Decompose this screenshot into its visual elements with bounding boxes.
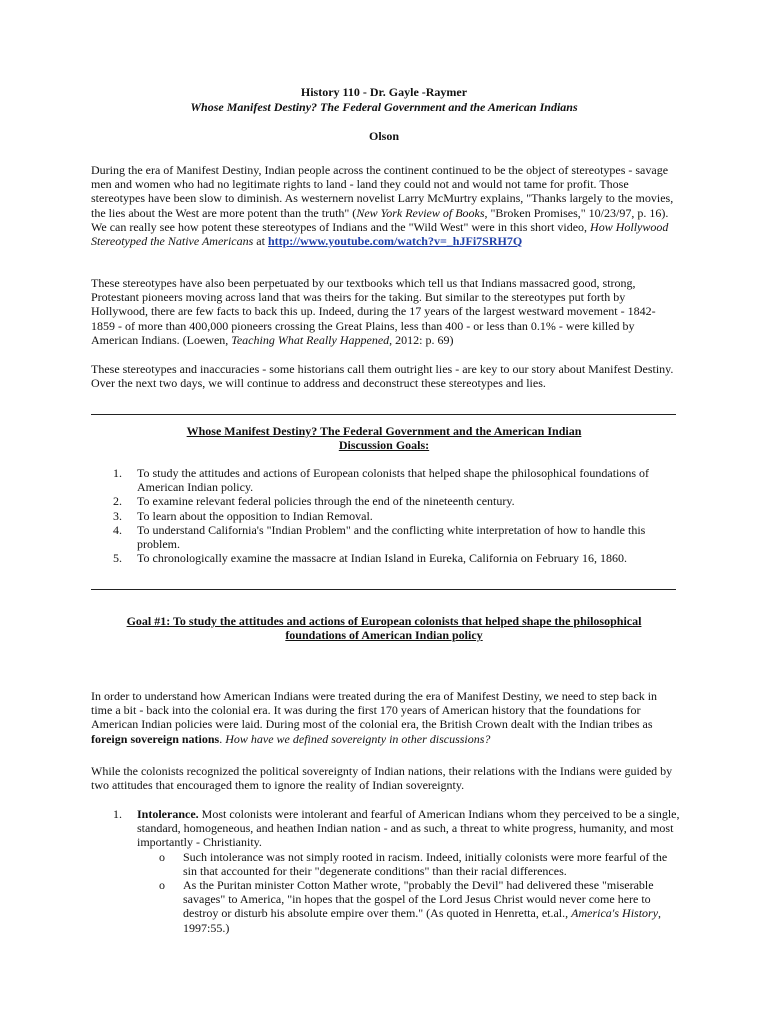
goal1-heading-cont: foundations of American Indian policy <box>285 628 483 642</box>
goal-text: To understand California's "Indian Problem" and the conflicting white interpretation of how to handle this problem. <box>137 522 646 552</box>
separator: . <box>219 731 226 746</box>
intro-text: During the era of Manifest Destiny, Indian people across the continent continued to be the object of stereotypes - savage men and women who had no legitimate rights to land - land they could not and would not tame for profit. Those stereotypes have been slow to diminish. As westernern novelist Larry McMurtry explains, "Thanks largely to the movies, the lies about the West are more potent than the truth" ( <box>91 163 674 220</box>
intro-text-cont: , "Broken Promises," 10/23/97, p. 16). We can really see how potent these stereotypes of Indians and the "Wild West" were in this short video, <box>91 205 669 234</box>
divider <box>91 589 676 590</box>
goal-text: To study the attitudes and actions of European colonists that helped shape the philosophical foundations of American Indian policy. <box>137 466 650 495</box>
attitude-list <box>91 807 681 935</box>
intro-at: at <box>253 234 268 249</box>
goals-list <box>91 466 681 565</box>
goal-number: 3. <box>113 508 122 523</box>
goal-item <box>91 509 681 523</box>
book-title: Teaching What Really Happened <box>231 332 390 347</box>
goal-number: 1. <box>113 466 122 480</box>
intro-paragraph-1 <box>91 163 679 248</box>
discussion-question: How have we defined sovereignty in other discussions? <box>225 731 491 746</box>
goal-number: 2. <box>113 494 122 509</box>
attitude-number: 1. <box>113 807 122 821</box>
attitude-label: Intolerance. <box>137 807 199 821</box>
sub-bullet-text: As the Puritan minister Cotton Mather wrote, "probably the Devil" had delivered these "miserable savages" to America, "in hopes that the gospel of the Lord Jesus Christ would never come here to destroy or disturb his absolute empire over them." (As quoted in Henretta, et.al., <box>183 878 654 921</box>
goal1-heading: Goal #1: To study the attitudes and actions of European colonists that helped shape the philosophical <box>126 614 642 628</box>
emphasis-text: foreign sovereign nations <box>91 731 220 746</box>
sub-bullet-item <box>91 878 681 935</box>
goal-number: 5. <box>113 551 122 566</box>
goal-item <box>91 494 681 508</box>
intro2-text: These stereotypes have also been perpetuated by our textbooks which tell us that Indians massacred good, strong, Protestant pioneers moving across land that was theirs for the taking. But similar to the stereotypes put forth by Hollywood, there are few facts to back this up. Indeed, during the 17 years of the largest westward movement - 1842-1859 - of more than 400,000 pioneers crossing the Great Plains, less than 400 - or less than 0.1% - were killed by American Indians. (Loewen, <box>91 276 656 347</box>
goal-text: To chronologically examine the massacre at Indian Island in Eureka, California on February 16, 1860. <box>137 551 628 566</box>
attitude-item <box>91 807 681 850</box>
book-title: America's History <box>571 906 659 921</box>
author-name: Olson <box>368 129 399 143</box>
goal-text: To examine relevant federal policies through the end of the nineteenth century. <box>137 494 515 509</box>
goal1-paragraph-1 <box>91 689 679 746</box>
goals-subtitle: Discussion Goals: <box>338 438 430 452</box>
video-title: How Hollywood Stereotyped the Native Americans <box>91 219 669 249</box>
bullet-icon: o <box>159 849 165 864</box>
goal1-text: In order to understand how American Indians were treated during the era of Manifest Destiny, we need to step back in time a bit - back into the colonial era. It was during the first 170 years of American history that the foundations for American Indian policies were laid. During most of the colonial era, the British Crown dealt with the Indian tribes as <box>91 689 658 732</box>
goal-item <box>91 466 681 494</box>
sub-bullet-item <box>91 850 681 878</box>
course-title: History 110 - Dr. Gayle -Raymer <box>300 85 468 99</box>
citation-text: , 1997:55.) <box>183 906 662 935</box>
intro-paragraph-2 <box>91 276 679 347</box>
sub-bullet-text: Such intolerance was not simply rooted in racism. Indeed, initially colonists were more fearful of the sin that accounted for their "degenerate conditions" than their racial differences. <box>183 849 668 878</box>
attitude-text: Most colonists were intolerant and fearful of American Indians whom they perceived to be a single, standard, homogeneous, and heathen Indian nation - and as such, a threat to white progress, humanity, and most importantly - Christianity. <box>137 807 680 850</box>
intro-paragraph-3: These stereotypes and inaccuracies - some historians call them outright lies - are key to our story about Manifest Destiny. Over the next two days, we will continue to address and deconstruct these stereotypes and lies. <box>91 362 674 391</box>
source-title: New York Review of Books <box>356 205 485 220</box>
divider <box>91 414 676 415</box>
youtube-link[interactable]: http://www.youtube.com/watch?v=_hJFi7SRH7Q <box>267 234 523 249</box>
goal1-paragraph-2: While the colonists recognized the political sovereignty of Indian nations, their relations with the Indians were guided by two attitudes that encouraged them to ignore the reality of Indian sovereignty. <box>91 764 673 793</box>
goal-item <box>91 523 681 551</box>
bullet-icon: o <box>159 878 165 893</box>
goals-title: Whose Manifest Destiny? The Federal Government and the American Indian <box>186 424 582 438</box>
goal-item <box>91 551 681 565</box>
document-title: Whose Manifest Destiny? The Federal Government and the American Indians <box>190 100 578 114</box>
intro2-citation: , 2012: p. 69) <box>389 332 454 347</box>
goal-number: 4. <box>113 522 122 537</box>
goal-text: To learn about the opposition to Indian Removal. <box>137 508 373 523</box>
